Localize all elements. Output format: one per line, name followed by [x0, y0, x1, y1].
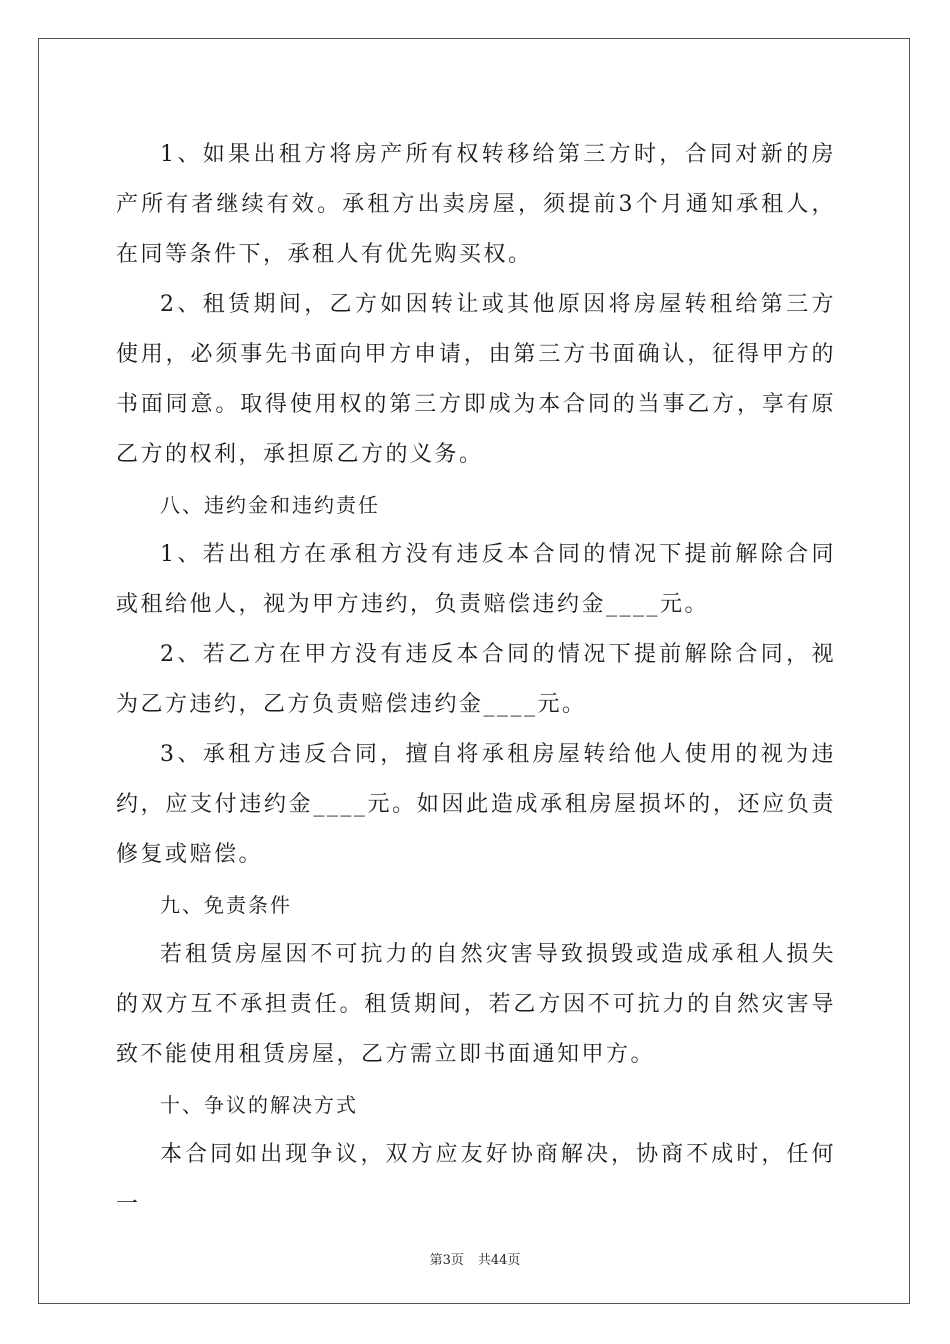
document-body	[116, 130, 836, 1230]
page-footer	[0, 1249, 950, 1268]
paragraph-lessee-breach: 2、若乙方在甲方没有违反本合同的情况下提前解除合同，视为乙方违约，乙方负责赔偿违约金____元。	[116, 642, 836, 717]
section-heading-dispute: 十、争议的解决方式	[160, 1093, 358, 1117]
paragraph-dispute-resolution: 本合同如出现争议，双方应友好协商解决，协商不成时，任何一	[116, 1142, 836, 1217]
page-number: 第3页	[429, 1253, 464, 1268]
section-heading-breach: 八、违约金和违约责任	[160, 493, 380, 517]
paragraph-unauthorized-transfer: 3、承租方违反合同，擅自将承租房屋转给他人使用的视为违约，应支付违约金____元。如因此造成承租房屋损坏的，还应负责修复或赔偿。	[116, 742, 836, 867]
section-heading-exemption: 九、免责条件	[160, 893, 292, 917]
page-total: 共44页	[477, 1253, 521, 1268]
paragraph-transfer-ownership: 1、如果出租方将房产所有权转移给第三方时，合同对新的房产所有者继续有效。承租方出卖房屋，须提前3个月通知承租人，在同等条件下，承租人有优先购买权。	[116, 142, 836, 267]
paragraph-force-majeure: 若租赁房屋因不可抗力的自然灾害导致损毁或造成承租人损失的双方互不承担责任。租赁期间，若乙方因不可抗力的自然灾害导致不能使用租赁房屋，乙方需立即书面通知甲方。	[116, 942, 836, 1067]
paragraph-lessor-breach: 1、若出租方在承租方没有违反本合同的情况下提前解除合同或租给他人，视为甲方违约，负责赔偿违约金____元。	[116, 542, 836, 617]
paragraph-sublease: 2、租赁期间，乙方如因转让或其他原因将房屋转租给第三方使用，必须事先书面向甲方申请，由第三方书面确认，征得甲方的书面同意。取得使用权的第三方即成为本合同的当事乙方，享有原乙方的权利，承担原乙方的义务。	[116, 292, 836, 467]
